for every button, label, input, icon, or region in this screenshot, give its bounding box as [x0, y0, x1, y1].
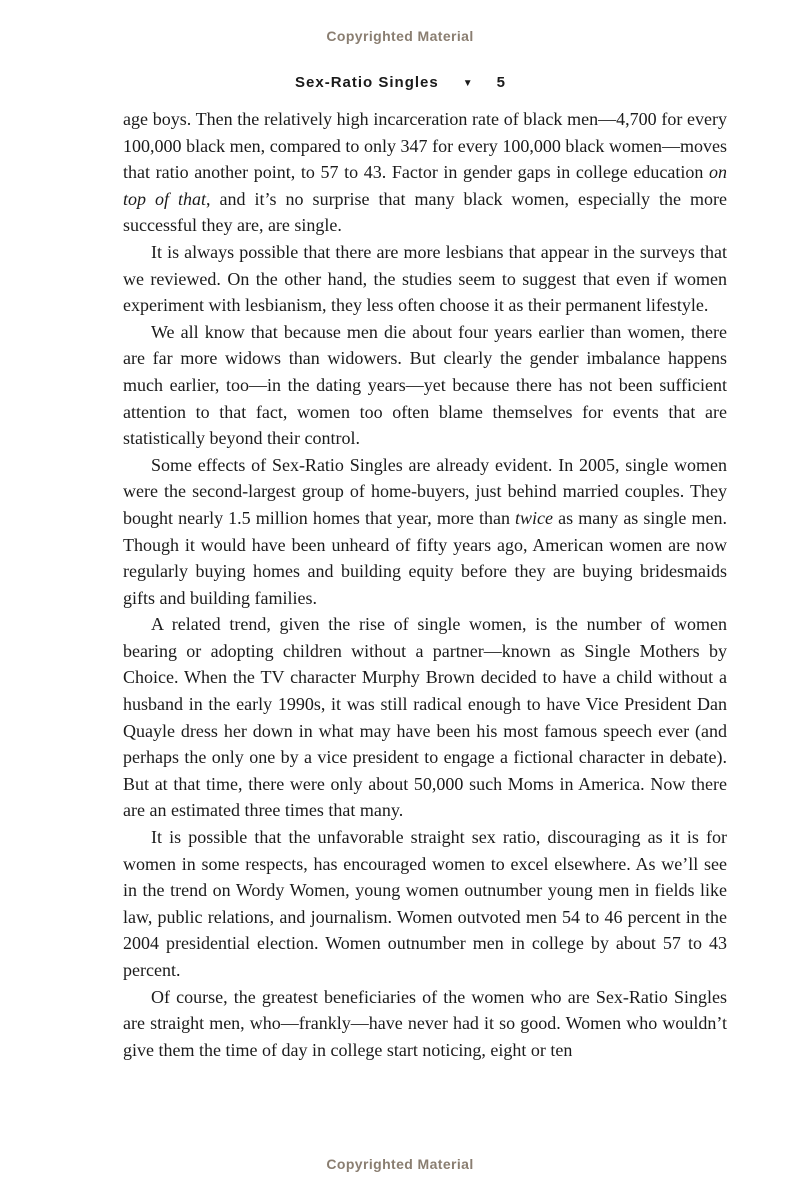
- paragraph: [123, 239, 727, 319]
- body-text-segment: It is possible that the unfavorable straight sex ratio, discouraging as it is for women in some respects, has encouraged women to excel elsewhere. As we’ll see in the trend on Wordy Women, young women outnumber young men in fields like law, public relations, and journalism. Women outvoted men 54 to 46 percent in the 2004 presidential election. Women outnumber men in college by about 57 to 43 percent.: [123, 827, 727, 980]
- body-text-segment: as many as single men. Though it would have been unheard of fifty years ago, American women are now regularly buying homes and building equity before they are buying bridesmaids gifts and building families.: [123, 507, 727, 608]
- body-text-segment: It is always possible that there are more lesbians that appear in the surveys that we reviewed. On the other hand, the studies seem to suggest that even if women experiment with lesbianism, they less often choose it as their permanent lifestyle.: [123, 241, 727, 316]
- paragraph: [123, 824, 727, 984]
- body-text-segment: A related trend, given the rise of single women, is the number of women bearing or adopting children without a partner—known as Single Mothers by Choice. When the TV character Murphy Brown decided to have a child without a husband in the early 1990s, it was still radical enough to have Vice President Dan Quayle dress her down in what may have been his most famous speech ever (and perhaps the only one by a vice president to engage a fictional character in debate). But at that time, there were only about 50,000 such Moms in America. Now there are an estimated three times that many.: [123, 614, 727, 821]
- paragraph: [123, 319, 727, 452]
- body-text-segment: Some effects of Sex-Ratio Singles are already evident. In 2005, single women were the second-largest group of home-buyers, just behind married couples. They bought nearly 1.5 million homes that year, more than: [123, 454, 727, 528]
- paragraph: [123, 984, 727, 1064]
- triangle-down-icon: ▼: [462, 78, 473, 89]
- copyright-notice-bottom: Copyrighted Material: [326, 1156, 474, 1172]
- paragraph: [123, 452, 727, 612]
- paragraph: [123, 106, 727, 239]
- copyright-notice-top: Copyrighted Material: [326, 28, 474, 44]
- chapter-title: Sex-Ratio Singles: [295, 74, 439, 91]
- running-header: [0, 74, 800, 91]
- body-text-segment: age boys. Then the relatively high incarceration rate of black men—4,700 for every 100,000 black men, compared to only 347 for every 100,000 black women—moves that ratio another point, to 57 to 43. Factor in gender gaps in college education: [123, 109, 727, 183]
- body-text-segment: , and it’s no surprise that many black women, especially the more successful they are, are single.: [123, 188, 727, 236]
- body-text-segment: Of course, the greatest beneficiaries of the women who are Sex-Ratio Singles are straight men, who—frankly—have never had it so good. Women who wouldn’t give them the time of day in college start noticing, eight or ten: [123, 986, 727, 1060]
- page-body: [123, 106, 727, 1063]
- italic-text: twice: [515, 507, 554, 528]
- italic-text: on top of that: [123, 162, 727, 209]
- page-number: 5: [496, 74, 505, 91]
- body-text-segment: We all know that because men die about four years earlier than women, there are far more widows than widowers. But clearly the gender imbalance happens much earlier, too—in the dating years—yet because there has not been sufficient attention to that fact, women too often blame themselves for events that are statistically beyond their control.: [123, 321, 727, 449]
- paragraph: [123, 611, 727, 824]
